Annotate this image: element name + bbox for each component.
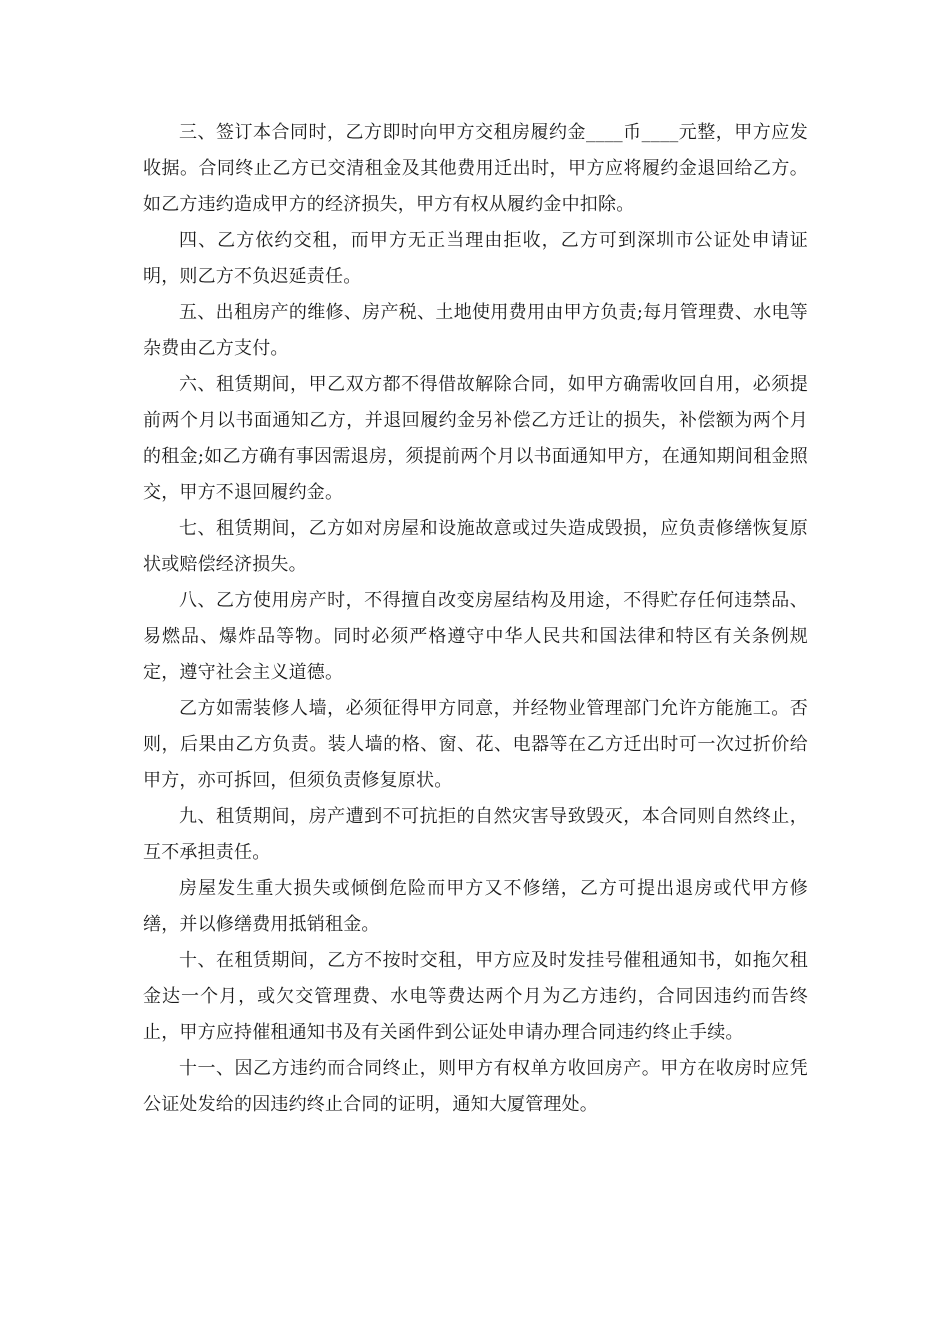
clause-8-renovation-paragraph: 乙方如需装修人墙，必须征得甲方同意，并经物业管理部门允许方能施工。否则，后果由乙方负责。装人墙的格、窗、花、电器等在乙方迁出时可一次过折价给甲方，亦可拆回，但须负责修复原状。: [143, 698, 808, 791]
clause-7-paragraph: 七、租赁期间，乙方如对房屋和设施故意或过失造成毁损，应负责修缮恢复原状或赔偿经济损失。: [143, 518, 808, 575]
clause-11-paragraph: 十一、因乙方违约而合同终止，则甲方有权单方收回房产。甲方在收房时应凭公证处发给的因违约终止合同的证明，通知大厦管理处。: [143, 1058, 808, 1115]
clause-10-paragraph: 十、在租赁期间，乙方不按时交租，甲方应及时发挂号催租通知书，如拖欠租金达一个月，或欠交管理费、水电等费达两个月为乙方违约，合同因违约而告终止，甲方应持催租通知书及有关函件到公证处申请办理合同违约终止手续。: [143, 950, 808, 1043]
clause-9-paragraph: 九、租赁期间，房产遭到不可抗拒的自然灾害导致毁灭，本合同则自然终止，互不承担责任。: [143, 806, 808, 863]
clause-6-paragraph: 六、租赁期间，甲乙双方都不得借故解除合同，如甲方确需收回自用，必须提前两个月以书面通知乙方，并退回履约金另补偿乙方迁让的损失，补偿额为两个月的租金;如乙方确有事因需退房，须提前两个月以书面通知甲方，在通知期间租金照交，甲方不退回履约金。: [143, 374, 808, 503]
clause-3-paragraph: 三、签订本合同时，乙方即时向甲方交租房履约金____币____元整，甲方应发收据。合同终止乙方已交清租金及其他费用迁出时，甲方应将履约金退回给乙方。如乙方违约造成甲方的经济损失，甲方有权从履约金中扣除。: [143, 122, 808, 215]
clause-5-paragraph: 五、出租房产的维修、房产税、土地使用费用由甲方负责;每月管理费、水电等杂费由乙方支付。: [143, 302, 808, 359]
clause-8-paragraph: 八、乙方使用房产时，不得擅自改变房屋结构及用途，不得贮存任何违禁品、易燃品、爆炸品等物。同时必须严格遵守中华人民共和国法律和特区有关条例规定，遵守社会主义道德。: [143, 590, 808, 683]
clause-9-damage-paragraph: 房屋发生重大损失或倾倒危险而甲方又不修缮，乙方可提出退房或代甲方修缮，并以修缮费用抵销租金。: [143, 878, 808, 935]
contract-body: [143, 115, 808, 1123]
clause-4-paragraph: 四、乙方依约交租，而甲方无正当理由拒收，乙方可到深圳市公证处申请证明，则乙方不负迟延责任。: [143, 230, 808, 287]
